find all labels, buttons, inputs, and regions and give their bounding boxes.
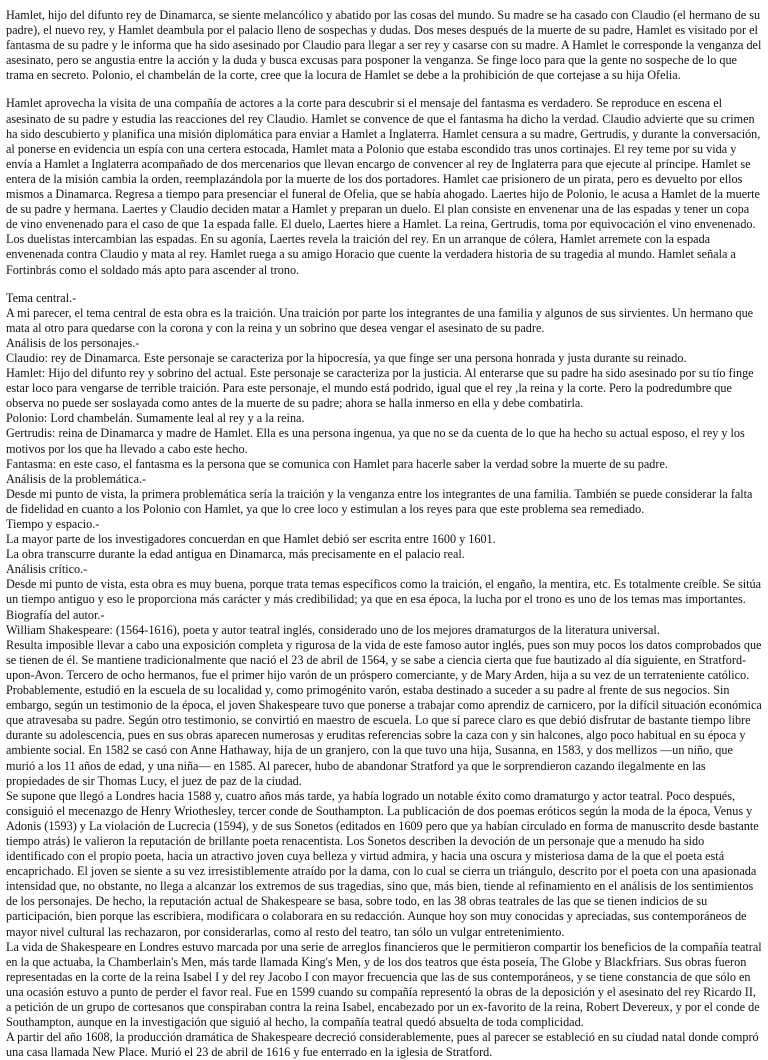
biografia-paragraph-3: La vida de Shakespeare en Londres estuvo marcada por una serie de arreglos financieros que le permitieron compartir los beneficios de la compañía teatral en la que actuaba, la Chamberlain's Men, más tarde llamada King's Men, y de los dos teatros que ésta poseía, The Globe y Blackfriars. Sus obras fueron representadas en la corte de la reina Isabel I y del rey Jacobo I con mayor frecuencia que las de sus contemporáneos, y se tiene constancia de que sólo en una ocasión estuvo a punto de perder el favor real. Fue en 1599 cuando su compañía representó la obras de la deposición y el asesinato del rey Ricardo II, a petición de un grupo de cortesanos que conspiraban contra la reina Isabel, encabezado por un ex-favorito de la reina, Robert Devereux, y por el conde de Southampton, aunque en la investigación que siguió al hecho, la compañía teatral quedó absuelta de toda complicidad.	[6, 939, 762, 1030]
character-gertrudis: Gertrudis: reina de Dinamarca y madre de Hamlet. Ella es una persona ingenua, ya que no se da cuenta de lo que ha hecho su actual esposo, el rey y los motivos por los que ha llevado a cabo este hecho.	[6, 426, 745, 456]
problematica-text: Desde mi punto de vista, la primera problemática sería la traición y la venganza entre los integrantes de una familia. También se puede considerar la falta de fidelidad en cuanto a los Polonio con Hamlet, ya que lo cree loco y estimulan a los reyes para que este problema sea remediado.	[6, 486, 753, 516]
biografia-paragraph-1: Resulta imposible llevar a cabo una exposición completa y rigurosa de la vida de este famoso autor inglés, pues son muy pocos los datos comprobados que se tienen de él. Se mantiene tradicionalmente que nació el 23 de abril de 1564, y se sabe a ciencia cierta que fue bautizado al día siguiente, en Stratford-upon-Avon. Tercero de ocho hermanos, fue el primer hijo varón de un próspero comerciante, y de Mary Arden, hija a su vez de un terrateniente católico. Probablemente, estudió en la escuela de su localidad y, como primogénito varón, estaba destinado a suceder a su padre al frente de sus negocios. Sin embargo, según un testimonio de la época, el joven Shakespeare tuvo que ponerse a trabajar como aprendiz de carnicero, por la difícil situación económica que atravesaba su padre. Según otro testimonio, se convirtió en maestro de escuela. Lo que sí parece claro es que debió disfrutar de bastante tiempo libre durante su adolescencia, pues en sus obras aparecen numerosas y eruditas referencias sobre la caza con y sin halcones, algo poco habitual en su época y ambiente social. En 1582 se casó con Anne Hathaway, hija de un granjero, con la que tuvo una hija, Susanna, en 1583, y dos mellizos —un niño, que murió a los 11 años de edad, y una niña— en 1585. Al parecer, hubo de abandonar Stratford ya que le sorprendieron cazando ilegalmente en las propiedades de sir Thomas Lucy, el juez de paz de la ciudad.	[6, 637, 762, 788]
character-hamlet: Hamlet: Hijo del difunto rey y sobrino del actual. Este personaje se caracteriza por la justicia. Al enterarse que su padre ha sido asesinado por su tío finge estar loco para vengarse de terrible traición. Para este personaje, el mundo está podrido, igual que el rey ,la reina y la corte. Pero la podredumbre que observa no puede ser soslayada como antes de la muerte de su padre; ahora se halla inmerso en ella y debe combatirla.	[6, 366, 754, 411]
biografia-paragraph-4: A partir del año 1608, la producción dramática de Shakespeare decreció considerablemente, pues al parecer se estableció en su ciudad natal donde compró una casa llamada New Place. Murió el 23 de abril de 1616 y fue enterrado en la iglesia de Stratford.	[6, 1030, 759, 1060]
heading-analisis-critico: Análisis crítico.-	[6, 562, 88, 577]
heading-tiempo-espacio: Tiempo y espacio.-	[6, 517, 100, 531]
tiempo-text: La mayor parte de los investigadores concuerdan en que Hamlet debió ser escrita entre 1600 y 1601.	[6, 532, 496, 547]
biografia-intro: William Shakespeare: (1564-1616), poeta y autor teatral inglés, considerado uno de los mejores dramaturgos de la literatura universal.	[6, 622, 660, 637]
heading-tema-central: Tema central.-	[6, 290, 77, 305]
heading-personajes: Análisis de los personajes.-	[6, 335, 140, 350]
synopsis-paragraph-2: Hamlet aprovecha la visita de una compañía de actores a la corte para descubrir si el mensaje del fantasma es verdadero. Se reproduce en escena el asesinato de su padre y estudia las reacciones del rey Claudio. Hamlet se convence de que el fantasma ha dicho la verdad. Claudio advierte que su crimen ha sido descubierto y planifica una misión diplomática para enviar a Hamlet a Inglaterra. Hamlet censura a su madre, Gertrudis, y durante la conversación, al ponerse en evidencia un espía con una certera estocada, Hamlet mata a Polonio que estaba escondido tras unos cortinajes. El rey teme por su vida y envía a Hamlet a Inglaterra acompañado de dos mercenarios que llevan encargo de convencer al rey de Inglaterra para que ejecute al príncipe. Hamlet se entera de la misión cambia la orden, reemplazándola por la muerte de los dos portadores. Hamlet cae prisionero de un pirata, pero es devuelto por ellos mismos a Dinamarca. Regresa a tiempo para presenciar el funeral de Ofelia, que se había ahogado. Laertes hijo de Polonio, le acusa a Hamlet de la muerte de su padre y hermana. Laertes y Claudio deciden matar a Hamlet y preparan un duelo. El plan consiste en envenenar una de las espadas y tener un copa de vino envenenado para el caso de que 1a espada falle. El duelo, Laertes hiere a Hamlet. La reina, Gertrudis, toma por equivocación el vino envenenado. Los duelistas intercambian las espadas. En su agonía, Laertes revela la traición del rey. En un arranque de cólera, Hamlet arremete con la espada envenenada contra Claudio y mata al rey. Hamlet ruega a su amigo Horacio que cuente la verdadera historia de su tragedia al mundo. Hamlet señala a Fortinbrás como el soldado más apto para ascender al trono.	[6, 96, 761, 277]
biografia-paragraph-2: Se supone que llegó a Londres hacia 1588 y, cuatro años más tarde, ya había logrado un notable éxito como dramaturgo y actor teatral. Poco después, consiguió el mecenazgo de Henry Wriothesley, tercer conde de Southampton. La publicación de dos poemas eróticos según la moda de la época, Venus y Adonis (1593) y La violación de Lucrecia (1594), y de sus Sonetos (editados en 1609 pero que ya habían circulado en forma de manuscrito desde bastante tiempo atrás) le valieron la reputación de brillante poeta renacentista. Los Sonetos describen la devoción de un personaje que a menudo ha sido identificado con el propio poeta, hacia un atractivo joven cuya belleza y virtud admira, y hacia una oscura y misteriosa dama de la que el poeta está encaprichado. El joven se siente a su vez irresistiblemente atraído por la dama, con lo cual se cierra un triángulo, descrito por el poeta con una apasionada intensidad que, no obstante, no llega a alcanzar los extremos de sus tragedias, sino que, más bien, tiende al refinamiento en el análisis de los sentimientos de los personajes. De hecho, la reputación actual de Shakespeare se basa, sobre todo, en las 38 obras teatrales de las que se tienen indicios de su participación, bien porque las escribiera, modificara o colaborara en su redacción. Aunque hoy son muy conocidas y apreciadas, sus contemporáneos de mayor nivel cultural las rechazaron, por considerarlas, como al resto del teatro, tan sólo un vulgar entretenimiento.	[6, 788, 759, 939]
character-polonio: Polonio: Lord chambelán. Sumamente leal al rey y a la reina.	[6, 411, 305, 426]
analysis-section	[6, 291, 762, 1060]
analisis-critico-text: Desde mi punto de vista, esta obra es muy buena, porque trata temas específicos como la traición, el engaño, la mentira, etc. Es totalmente creíble. Se sitúa un tiempo antiguo y eso le proporciona más carácter y más credibilidad; ya que en esa época, la lucha por el trono es uno de los temas mas importantes.	[6, 577, 762, 607]
tema-central-text: A mi parecer, el tema central de esta obra es la traición. Una traición por parte los integrantes de una familia y algunos de sus sirvientes. Un hermano que mata al otro para quedarse con la corona y con la reina y un sobrino que desea vengar el asesinato de su padre.	[6, 305, 754, 335]
espacio-text: La obra transcurre durante la edad antigua en Dinamarca, más precisamente en el palacio real.	[6, 547, 465, 562]
synopsis-paragraph-1: Hamlet, hijo del difunto rey de Dinamarca, se siente melancólico y abatido por las cosas del mundo. Su madre se ha casado con Claudio (el hermano de su padre), el nuevo rey, y Hamlet deambula por el palacio lleno de sospechas y dudas. Dos meses después de la muerte de su padre, Hamlet es visitado por el fantasma de su padre y le informa que ha sido asesinado por Claudio para llegar a ser rey y casarse con su madre. A Hamlet le corresponde la venganza del asesinato, pero se angustia entre la acción y la duda y busca excusas para posponer la venganza. Se finge loco para que la gente no sospeche de lo que trama en secreto. Polonio, el chambelán de la corte, cree que la locura de Hamlet se debe a la prohibición de que cortejase a su hija Ofelia.	[6, 8, 762, 83]
heading-biografia: Biografía del autor.-	[6, 607, 105, 622]
character-fantasma: Fantasma: en este caso, el fantasma es la persona que se comunica con Hamlet para hacerle saber la verdad sobre la muerte de su padre.	[6, 456, 668, 471]
heading-problematica: Análisis de la problemática.-	[6, 471, 147, 486]
character-claudio: Claudio: rey de Dinamarca. Este personaje se caracteriza por la hipocresía, ya que finge ser una persona honrada y justa durante su reinado.	[6, 350, 687, 365]
